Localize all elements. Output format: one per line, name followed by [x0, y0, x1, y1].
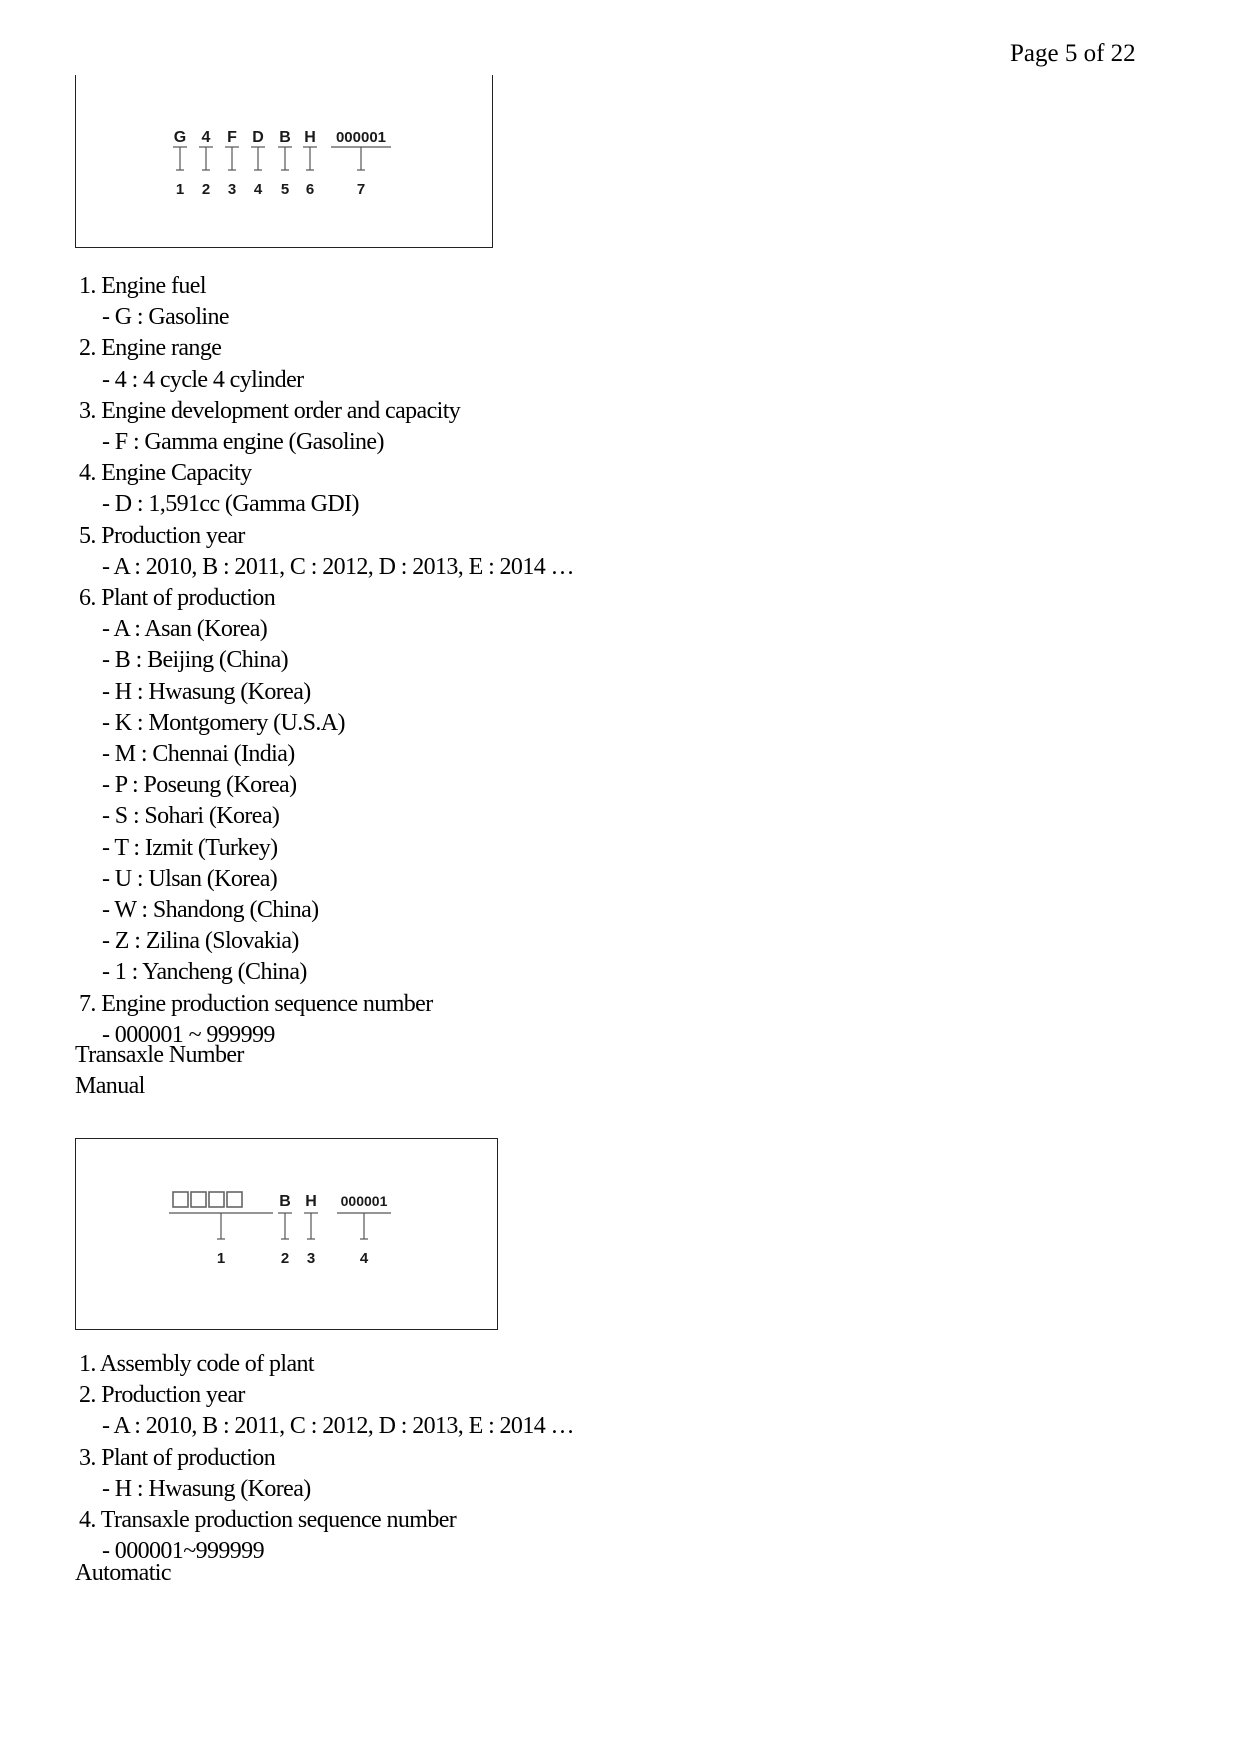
automatic-heading: Automatic: [75, 1560, 171, 1586]
engine-legend-item-1-detail: - G : Gasoline: [102, 304, 229, 331]
engine-legend-item-6-detail: - Z : Zilina (Slovakia): [102, 928, 299, 955]
transaxle-code-index-1: 1: [216, 1250, 226, 1267]
transaxle-code-index-2: 2: [280, 1250, 290, 1267]
engine-legend-item-6: 6. Plant of production: [79, 585, 276, 611]
engine-legend-item-2: 2. Engine range: [79, 335, 222, 362]
engine-code-index-6: 6: [305, 181, 315, 198]
engine-code-char-4: D: [252, 129, 264, 146]
engine-code-char-6: H: [304, 129, 316, 146]
engine-code-index-2: 2: [201, 181, 211, 198]
engine-legend-item-6-detail: - U : Ulsan (Korea): [102, 865, 278, 892]
transaxle-code-char-3: H: [305, 1193, 317, 1210]
engine-legend-item-6-detail: - W : Shandong (China): [102, 897, 319, 923]
transaxle-number-diagram: [75, 1138, 498, 1330]
engine-code-char-3: F: [227, 129, 237, 146]
transaxle-legend-item-3: 3. Plant of production: [79, 1444, 276, 1471]
transaxle-code-char-4: 000001: [340, 1193, 388, 1209]
engine-legend-item-5-detail: - A : 2010, B : 2011, C : 2012, D : 2013, E : 2014 …: [102, 553, 574, 580]
engine-code-index-5: 5: [280, 181, 290, 198]
transaxle-legend-item-2-detail: - A : 2010, B : 2011, C : 2012, D : 2013, E : 2014 …: [102, 1413, 574, 1440]
engine-legend-item-6-detail: - 1 : Yancheng (China): [102, 959, 307, 986]
engine-code-index-4: 4: [253, 181, 263, 198]
transaxle-legend-item-3-detail: - H : Hwasung (Korea): [102, 1475, 311, 1502]
engine-legend-item-3-detail: - F : Gamma engine (Gasoline): [102, 429, 384, 455]
transaxle-legend-item-1: 1. Assembly code of plant: [79, 1351, 314, 1377]
transaxle-code-index-3: 3: [306, 1250, 316, 1267]
engine-legend-item-6-detail: - A : Asan (Korea): [102, 616, 268, 643]
page-number: Page 5 of 22: [1010, 40, 1136, 67]
engine-legend-item-5: 5. Production year: [79, 522, 245, 549]
engine-code-char-5: B: [279, 129, 291, 146]
transaxle-code-char-2: B: [279, 1193, 291, 1210]
engine-legend-item-6-detail: - K : Montgomery (U.S.A): [102, 709, 345, 736]
engine-legend-item-6-detail: - B : Beijing (China): [102, 647, 289, 674]
engine-code-char-7: 000001: [335, 129, 387, 146]
engine-legend-item-2-detail: - 4 : 4 cycle 4 cylinder: [102, 366, 304, 393]
transaxle-legend-item-2: 2. Production year: [79, 1382, 245, 1409]
engine-code-index-3: 3: [227, 181, 237, 198]
transaxle-legend-item-4: 4. Transaxle production sequence number: [79, 1507, 457, 1533]
engine-number-diagram: [75, 75, 493, 248]
engine-legend-item-6-detail: - M : Chennai (India): [102, 741, 295, 767]
engine-code-index-7: 7: [356, 181, 366, 198]
transaxle-legend-item-4-detail: - 000001~999999: [102, 1538, 264, 1565]
transaxle-number-heading: Transaxle Number: [75, 1042, 244, 1068]
engine-legend-item-6-detail: - T : Izmit (Turkey): [102, 834, 278, 861]
engine-legend-item-4: 4. Engine Capacity: [79, 460, 252, 487]
engine-legend-item-7: 7. Engine production sequence number: [79, 990, 433, 1017]
engine-legend-item-1: 1. Engine fuel: [79, 273, 206, 299]
engine-legend-item-6-detail: - H : Hwasung (Korea): [102, 678, 311, 705]
engine-code-index-1: 1: [175, 181, 185, 198]
engine-legend-item-4-detail: - D : 1,591cc (Gamma GDI): [102, 491, 359, 518]
engine-legend-item-7-detail: - 000001 ~ 999999: [102, 1021, 275, 1048]
transaxle-code-index-4: 4: [359, 1250, 369, 1267]
engine-code-char-1: G: [173, 129, 187, 146]
engine-legend-item-3: 3. Engine development order and capacity: [79, 397, 461, 424]
engine-legend-item-6-detail: - S : Sohari (Korea): [102, 803, 280, 830]
manual-heading: Manual: [75, 1073, 145, 1099]
engine-legend-item-6-detail: - P : Poseung (Korea): [102, 772, 297, 799]
engine-code-char-2: 4: [201, 129, 211, 146]
